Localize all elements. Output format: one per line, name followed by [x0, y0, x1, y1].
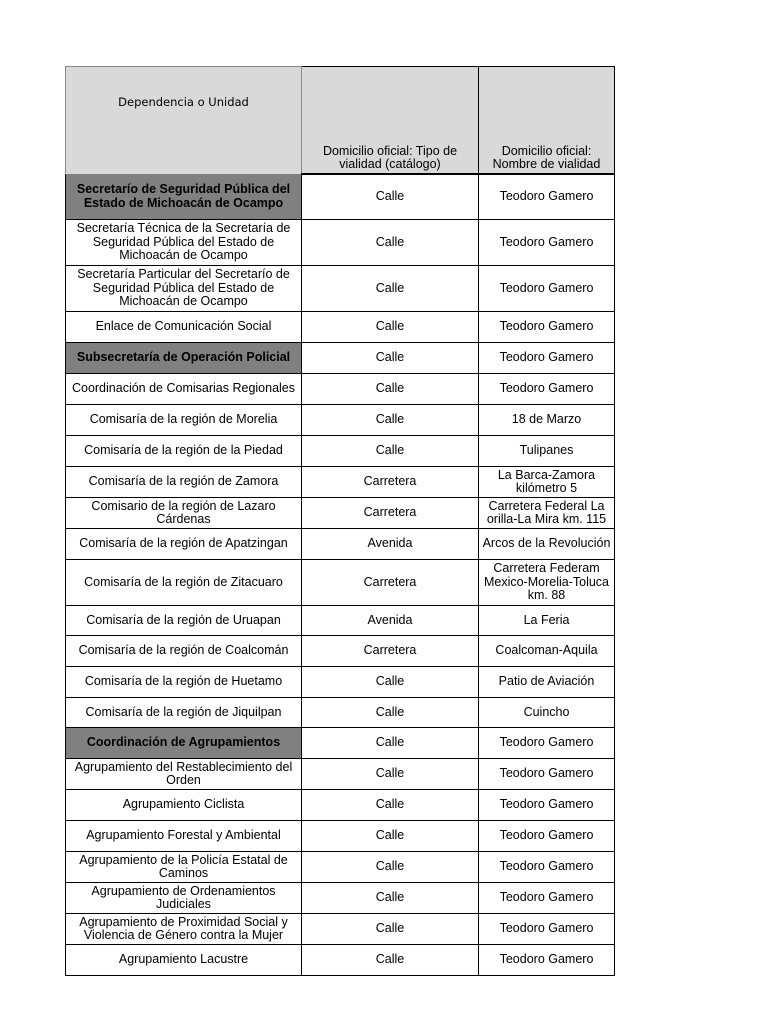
nombre-vialidad-cell: Teodoro Gamero — [479, 852, 615, 883]
table-row — [66, 266, 615, 312]
unidad-cell: Agrupamiento de Ordenamientos Judiciales — [66, 883, 302, 914]
table-row — [66, 560, 615, 606]
nombre-vialidad-cell: Teodoro Gamero — [479, 343, 615, 374]
section-unidad-cell: Coordinación de Agrupamientos — [66, 728, 302, 759]
table-row — [66, 883, 615, 914]
table-row — [66, 852, 615, 883]
nombre-vialidad-cell: Teodoro Gamero — [479, 728, 615, 759]
unidad-cell: Comisaría de la región de Coalcomán — [66, 636, 302, 667]
unidad-cell: Comisario de la región de Lazaro Cárdenas — [66, 498, 302, 529]
tipo-vialidad-cell: Calle — [302, 343, 479, 374]
unidad-cell: Agrupamiento del Restablecimiento del Orden — [66, 759, 302, 790]
table-row — [66, 790, 615, 821]
tipo-vialidad-cell: Calle — [302, 436, 479, 467]
table-row — [66, 698, 615, 728]
nombre-vialidad-cell: Patio de Aviación — [479, 667, 615, 698]
table-row — [66, 667, 615, 698]
nombre-vialidad-cell: Teodoro Gamero — [479, 374, 615, 405]
unidad-cell: Agrupamiento de la Policía Estatal de Caminos — [66, 852, 302, 883]
nombre-vialidad-cell: Teodoro Gamero — [479, 759, 615, 790]
tipo-vialidad-cell: Calle — [302, 405, 479, 436]
tipo-vialidad-cell: Calle — [302, 698, 479, 728]
table-row — [66, 405, 615, 436]
table-row — [66, 914, 615, 945]
unidad-cell: Enlace de Comunicación Social — [66, 312, 302, 343]
nombre-vialidad-cell: Carretera Federal La orilla-La Mira km. 115 — [479, 498, 615, 529]
header-row — [66, 67, 615, 174]
tipo-vialidad-cell: Calle — [302, 790, 479, 821]
address-table — [65, 66, 615, 976]
table-row — [66, 728, 615, 759]
nombre-vialidad-cell: Tulipanes — [479, 436, 615, 467]
nombre-vialidad-cell: Arcos de la Revolución — [479, 529, 615, 560]
tipo-vialidad-cell: Carretera — [302, 467, 479, 498]
tipo-vialidad-cell: Carretera — [302, 636, 479, 667]
nombre-vialidad-cell: Cuincho — [479, 698, 615, 728]
nombre-vialidad-cell: Teodoro Gamero — [479, 220, 615, 266]
unidad-cell: Secretaría Particular del Secretarío de Seguridad Pública del Estado de Michoacán de Ocampo — [66, 266, 302, 312]
table-row — [66, 529, 615, 560]
unidad-cell: Agrupamiento de Proximidad Social y Violencia de Género contra la Mujer — [66, 914, 302, 945]
nombre-vialidad-cell: La Feria — [479, 606, 615, 636]
table-row — [66, 220, 615, 266]
section-unidad-cell: Secretarío de Seguridad Pública del Estado de Michoacán de Ocampo — [66, 174, 302, 220]
table-row — [66, 498, 615, 529]
table-row — [66, 343, 615, 374]
nombre-vialidad-cell: Teodoro Gamero — [479, 883, 615, 914]
nombre-vialidad-cell: Teodoro Gamero — [479, 790, 615, 821]
unidad-cell: Comisaría de la región de la Piedad — [66, 436, 302, 467]
tipo-vialidad-cell: Calle — [302, 374, 479, 405]
section-unidad-cell: Subsecretaría de Operación Policial — [66, 343, 302, 374]
nombre-vialidad-cell: Teodoro Gamero — [479, 174, 615, 220]
nombre-vialidad-cell: Carretera Federam Mexico-Morelia-Toluca km. 88 — [479, 560, 615, 606]
tipo-vialidad-cell: Calle — [302, 266, 479, 312]
unidad-cell: Comisaría de la región de Morelia — [66, 405, 302, 436]
unidad-cell: Coordinación de Comisarias Regionales — [66, 374, 302, 405]
tipo-vialidad-cell: Calle — [302, 883, 479, 914]
table-row — [66, 312, 615, 343]
table-row — [66, 174, 615, 220]
table-row — [66, 436, 615, 467]
tipo-vialidad-cell: Avenida — [302, 529, 479, 560]
nombre-vialidad-cell: Teodoro Gamero — [479, 312, 615, 343]
table-body — [66, 174, 615, 976]
tipo-vialidad-cell: Calle — [302, 945, 479, 976]
tipo-vialidad-cell: Carretera — [302, 498, 479, 529]
table-row — [66, 759, 615, 790]
tipo-vialidad-cell: Calle — [302, 220, 479, 266]
unidad-cell: Agrupamiento Forestal y Ambiental — [66, 821, 302, 852]
nombre-vialidad-cell: La Barca-Zamora kilómetro 5 — [479, 467, 615, 498]
unidad-cell: Comisaría de la región de Zitacuaro — [66, 560, 302, 606]
tipo-vialidad-cell: Calle — [302, 728, 479, 759]
unidad-cell: Comisaría de la región de Zamora — [66, 467, 302, 498]
unidad-cell: Comisaría de la región de Jiquilpan — [66, 698, 302, 728]
tipo-vialidad-cell: Calle — [302, 759, 479, 790]
tipo-vialidad-cell: Calle — [302, 312, 479, 343]
tipo-vialidad-cell: Calle — [302, 667, 479, 698]
header-dependencia: Dependencia o Unidad — [66, 67, 302, 174]
tipo-vialidad-cell: Carretera — [302, 560, 479, 606]
table-row — [66, 374, 615, 405]
nombre-vialidad-cell: Teodoro Gamero — [479, 821, 615, 852]
table-row — [66, 467, 615, 498]
unidad-cell: Comisaría de la región de Uruapan — [66, 606, 302, 636]
unidad-cell: Agrupamiento Lacustre — [66, 945, 302, 976]
table-row — [66, 821, 615, 852]
unidad-cell: Secretaría Técnica de la Secretaría de Seguridad Pública del Estado de Michoacán de Ocampo — [66, 220, 302, 266]
tipo-vialidad-cell: Calle — [302, 914, 479, 945]
unidad-cell: Comisaría de la región de Huetamo — [66, 667, 302, 698]
unidad-cell: Agrupamiento Ciclista — [66, 790, 302, 821]
nombre-vialidad-cell: Teodoro Gamero — [479, 945, 615, 976]
tipo-vialidad-cell: Avenida — [302, 606, 479, 636]
nombre-vialidad-cell: Coalcoman-Aquila — [479, 636, 615, 667]
nombre-vialidad-cell: Teodoro Gamero — [479, 914, 615, 945]
header-tipo-vialidad: Domicilio oficial: Tipo de vialidad (catálogo) — [302, 67, 479, 174]
table-row — [66, 945, 615, 976]
nombre-vialidad-cell: Teodoro Gamero — [479, 266, 615, 312]
nombre-vialidad-cell: 18 de Marzo — [479, 405, 615, 436]
header-nombre-vialidad: Domicilio oficial: Nombre de vialidad — [479, 67, 615, 174]
table-row — [66, 606, 615, 636]
tipo-vialidad-cell: Calle — [302, 852, 479, 883]
tipo-vialidad-cell: Calle — [302, 174, 479, 220]
table-row — [66, 636, 615, 667]
tipo-vialidad-cell: Calle — [302, 821, 479, 852]
unidad-cell: Comisaría de la región de Apatzingan — [66, 529, 302, 560]
